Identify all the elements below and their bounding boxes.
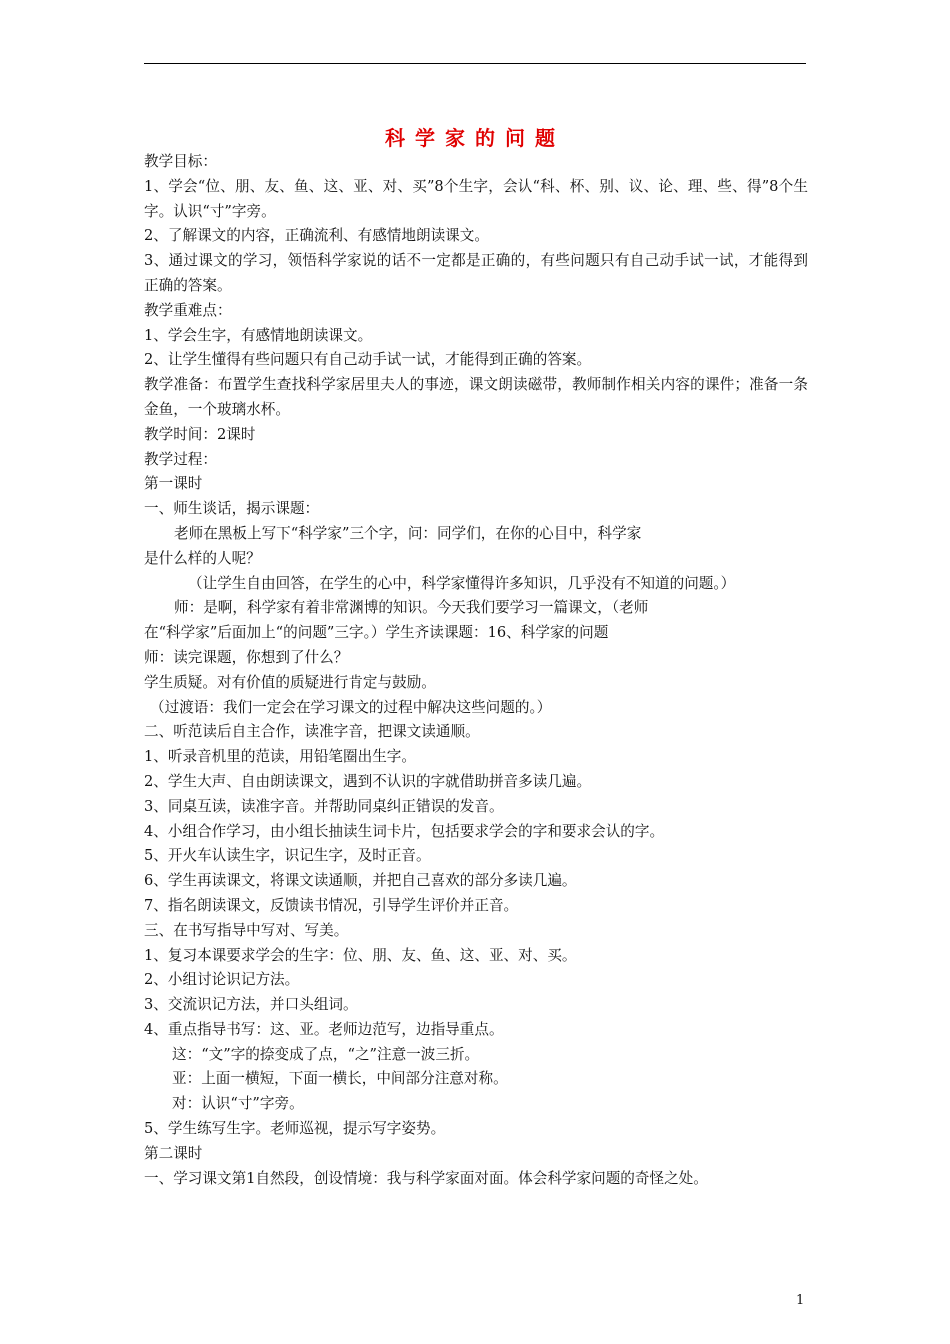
paragraph: 1、学会“位、朋、友、鱼、这、亚、对、买”8个生字，会认“科、杯、别、议、论、理、些、得”8个生字。认识“寸”字旁。 <box>144 177 808 220</box>
paragraph: 二、听范读后自主合作，读准字音，把课文读通顺。 <box>144 723 480 741</box>
document-body <box>144 150 808 1191</box>
paragraph: 这：“文”字的捺变成了点，“之”注意一波三折。 <box>172 1045 480 1063</box>
paragraph: 5、开火车认读生字，识记生字，及时正音。 <box>144 847 431 865</box>
paragraph: 教学时间：2课时 <box>144 425 256 443</box>
paragraph: 1、听录音机里的范读，用铅笔圈出生字。 <box>144 748 416 766</box>
header-rule <box>144 63 806 64</box>
paragraph: 三、在书写指导中写对、写美。 <box>144 921 349 939</box>
paragraph: 师：是啊，科学家有着非常渊博的知识。今天我们要学习一篇课文，（老师 <box>174 599 649 617</box>
paragraph: （让学生自由回答，在学生的心中，科学家懂得许多知识，几乎没有不知道的问题。） <box>188 574 736 592</box>
paragraph: 一、学习课文第1自然段，创设情境：我与科学家面对面。体会科学家问题的奇怪之处。 <box>144 1169 708 1187</box>
paragraph: 在“科学家”后面加上“的问题”三字。）学生齐读课题：16、科学家的问题 <box>144 624 609 642</box>
paragraph: 对：认识“寸”字旁。 <box>172 1095 304 1113</box>
paragraph: 1、复习本课要求学会的生字：位、朋、友、鱼、这、亚、对、买。 <box>144 946 577 964</box>
page-number: 1 <box>796 1293 805 1308</box>
paragraph: 1、学会生字，有感情地朗读课文。 <box>144 326 373 344</box>
paragraph: 老师在黑板上写下“科学家”三个字，问：同学们，在你的心目中，科学家 <box>174 524 642 542</box>
paragraph: 4、小组合作学习，由小组长抽读生词卡片，包括要求学会的字和要求会认的字。 <box>144 822 665 840</box>
paragraph: 4、重点指导书写：这、亚。老师边范写，边指导重点。 <box>144 1020 504 1038</box>
section-heading: 第一课时 <box>144 475 203 493</box>
paragraph: 2、小组讨论识记方法。 <box>144 971 300 989</box>
paragraph: 6、学生再读课文，将课文读通顺，并把自己喜欢的部分多读几遍。 <box>144 872 577 890</box>
paragraph: 是什么样的人呢？ <box>144 549 261 567</box>
paragraph: （过渡语：我们一定会在学习课文的过程中解决这些问题的。） <box>150 698 552 716</box>
paragraph: 一、师生谈话，揭示课题： <box>144 500 320 518</box>
section-heading: 教学过程： <box>144 450 217 468</box>
paragraph: 教学准备：布置学生查找科学家居里夫人的事迹，课文朗读磁带，教师制作相关内容的课件；准备一条金鱼，一个玻璃水杯。 <box>144 376 808 418</box>
paragraph: 7、指名朗读课文，反馈读书情况，引导学生评价并正音。 <box>144 896 519 914</box>
paragraph: 3、通过课文的学习，领悟科学家说的话不一定都是正确的，有些问题只有自己动手试一试，才能得到正确的答案。 <box>144 252 808 294</box>
paragraph: 学生质疑。对有价值的质疑进行肯定与鼓励。 <box>144 673 436 691</box>
paragraph: 2、了解课文的内容，正确流利、有感情地朗读课文。 <box>144 227 489 245</box>
paragraph: 2、让学生懂得有些问题只有自己动手试一试，才能得到正确的答案。 <box>144 351 592 369</box>
paragraph: 5、学生练写生字。老师巡视，提示写字姿势。 <box>144 1120 446 1138</box>
section-heading: 教学重难点： <box>144 301 232 319</box>
paragraph: 亚：上面一横短，下面一横长，中间部分注意对称。 <box>172 1070 508 1088</box>
section-heading: 第二课时 <box>144 1144 203 1162</box>
paragraph: 2、学生大声、自由朗读课文，遇到不认识的字就借助拼音多读几遍。 <box>144 772 592 790</box>
paragraph: 师：读完课题，你想到了什么？ <box>144 648 349 666</box>
document-title: 科学家的问题 <box>385 126 565 150</box>
paragraph: 3、同桌互读，读准字音。并帮助同桌纠正错误的发音。 <box>144 797 504 815</box>
section-heading: 教学目标： <box>144 153 217 170</box>
paragraph: 3、交流识记方法，并口头组词。 <box>144 996 358 1014</box>
